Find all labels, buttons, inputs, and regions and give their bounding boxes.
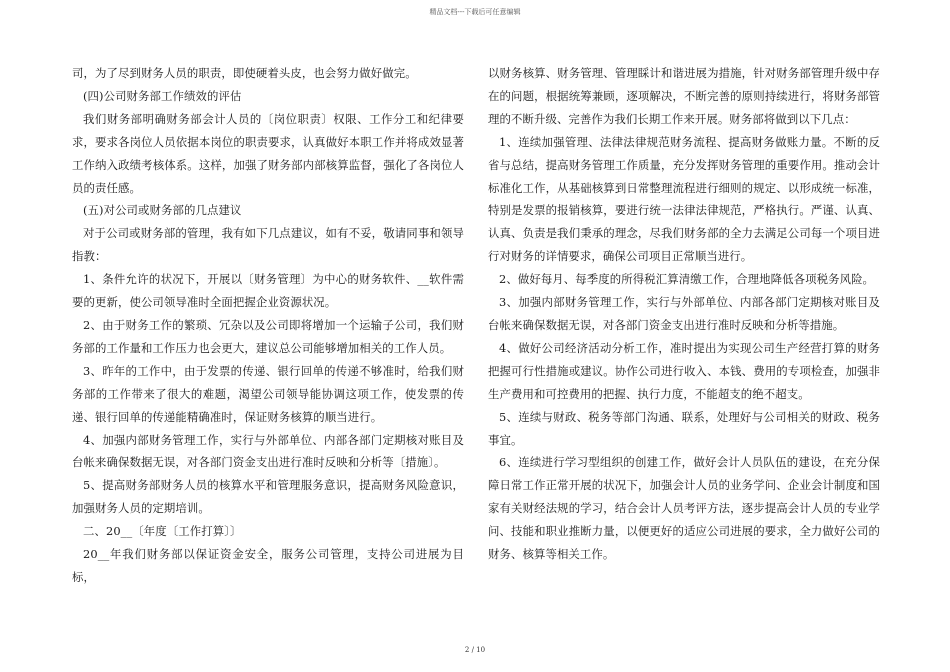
list-item: 4、加强内部财务管理工作，实行与外部单位、内部各部门定期核对账目及台帐来确保数据无误，对各部门资金支出进行准时反映和分析等〔措施〕。 — [72, 432, 464, 470]
list-item: 5、连续与财政、税务等部门沟通、联系，处理好与公司相关的财政、税务事宜。 — [488, 409, 880, 447]
list-item: 1、连续加强管理、法律法律规范财务流程、提高财务做账力量。不断的反省与总结，提高财务管理工作质量，充分发挥财务管理的重要作用。推动会计标准化工作，从基础核算到日常整理流程进行细则的规定、以形成统一标准，特别是发票的报销核算，要进行统一法律法律规范，严格执行。严谨、认真、认真、负责是我们秉承的理念，尽我们财务部的全力去满足公司每一个项目进行对财务的详情要求，确保公司项目正常顺当进行。 — [488, 134, 880, 264]
paragraph: 我们财务部明确财务部会计人员的〔岗位职责〕权限、工作分工和纪律要求，要求各岗位人员依据本岗位的职责要求，认真做好本职工作并将成效显著工作纳入政绩考核体系。这样，加强了财务部内部核算监督，强化了各岗位人员的责任感。 — [72, 111, 464, 195]
section-heading: 二、20__〔年度〔工作打算〕〕 — [83, 524, 242, 539]
list-item: 6、连续进行学习型组织的创建工作，做好会计人员队伍的建设，在充分保障日常工作正常开展的状况下，加强会计人员的业务学问、企业会计制度和国家有关财经法规的学习，结合会计人员考评方法，逐步提高会计人员的专业学问、技能和职业推断力量，以便更好的适应公司进展的要求，全力做好公司的财务、核算等相关工作。 — [488, 455, 880, 562]
list-item: 3、加强内部财务管理工作，实行与外部单位、内部各部门定期核对账目及台帐来确保数据无误，对各部门资金支出进行准时反映和分析等措施。 — [488, 295, 880, 332]
section-heading: (五)对公司或财务部的几点建议 — [83, 203, 242, 218]
paragraph: 司，为了尽到财务人员的职责，即使硬着头皮，也会努力做好做完。 — [72, 66, 417, 80]
list-item: 2、由于财务工作的繁琐、冗杂以及公司即将增加一个运输子公司，我们财务部的工作量和工作压力也会更大，建议总公司能够增加相关的工作人员。 — [72, 317, 464, 355]
list-item: 3、昨年的工作中，由于发票的传递、银行回单的传递不够准时，给我们财务部的工作带来了很大的难题，渴望公司领导能协调这项工作，使发票的传递、银行回单的传递能精确准时，保证财务核算的顺当进行。 — [72, 363, 464, 424]
list-item: 4、做好公司经济活动分析工作，准时提出为实现公司生产经营打算的财务把握可行性措施或建议。协作公司进行收入、本钱、费用的专项检查，加强非生产费用和可控费用的把握、执行力度，不能超支的绝不超支。 — [488, 340, 880, 401]
page-number: 2 / 10 — [464, 646, 486, 654]
right-column — [488, 62, 880, 566]
left-column — [72, 62, 464, 589]
paragraph: 20__年我们财务部以保证资金安全，服务公司管理，支持公司进展为目标， — [72, 547, 464, 584]
list-item: 2、做好每月、每季度的所得税汇算清缴工作，合理地降低各项税务风险。 — [499, 272, 875, 287]
page-header: 精品文档---下载后可任意编辑 — [429, 8, 521, 16]
paragraph: 以财务核算、财务管理、管理睬计和谐进展为措施，针对财务部管理升级中存在的问题，根据统筹兼顾，逐项解决，不断完善的原则持续进行，将财务部管理的不断升级、完善作为我们长期工作来开展。财务部将做到以下几点： — [488, 66, 880, 126]
list-item: 5、提高财务部财务人员的核算水平和管理服务意识，提高财务风险意识，加强财务人员的定期培训。 — [72, 478, 464, 516]
section-heading: (四)公司财务部工作绩效的评估 — [83, 88, 242, 103]
list-item: 1、条件允许的状况下，开展以〔财务管理〕为中心的财务软件、__软件需要的更新，使公司领导准时全面把握企业资源状况。 — [72, 272, 464, 310]
paragraph: 对于公司或财务部的管理，我有如下几点建议，如有不妥，敬请同事和领导指教： — [72, 226, 464, 264]
